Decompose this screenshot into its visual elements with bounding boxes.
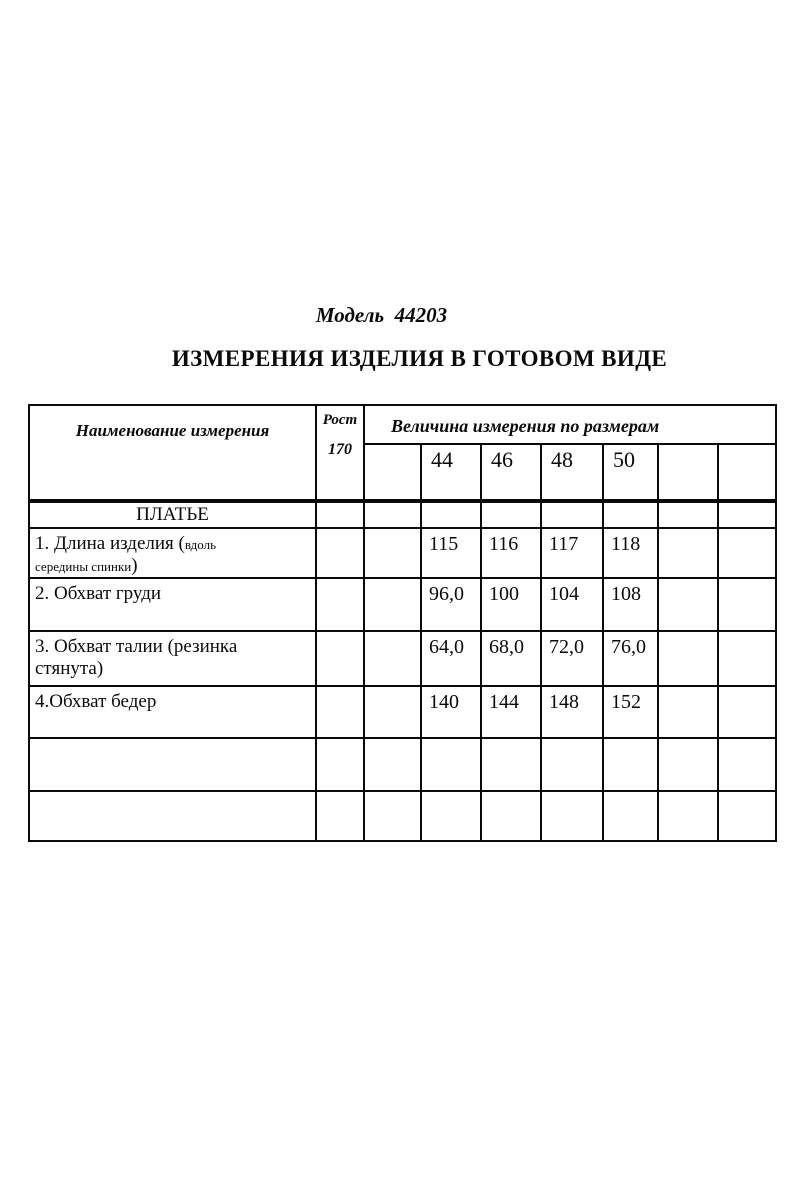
value-cell: 140 [421,686,481,738]
empty-value-cell [658,686,718,738]
empty-value-cell [718,686,776,738]
measurement-name-line [35,555,309,577]
model-label: Модель 44203 [315,303,448,327]
empty-cell [481,501,541,528]
empty-value-cell [658,631,718,686]
header-rost-cell [316,405,364,501]
value-cell: 108 [603,578,658,631]
empty-value-cell [364,686,421,738]
measurement-name-line [35,636,309,658]
page-title: ИЗМЕРЕНИЯ ИЗДЕЛИЯ В ГОТОВОМ ВИДЕ [171,346,668,371]
empty-value-cell [658,791,718,841]
value-cell: 116 [481,528,541,578]
measurement-label-text: 2. Обхват груди [35,582,162,604]
header-row-top [29,405,776,444]
header-sizes-span: Величина измерения по размерам [364,405,776,444]
empty-value-cell [364,578,421,631]
size-header-empty [364,444,421,501]
rost-value-cell [316,738,364,791]
size-header-empty [718,444,776,501]
empty-value-cell [364,631,421,686]
size-header-empty [658,444,718,501]
section-row [29,501,776,528]
empty-value-cell [541,738,603,791]
rost-value-cell [316,528,364,578]
measurement-name-cell [29,631,316,686]
value-cell: 117 [541,528,603,578]
header-name-column: Наименование измерения [29,405,316,501]
value-cell: 115 [421,528,481,578]
empty-cell [316,501,364,528]
measurement-row [29,528,776,578]
measurement-label-text: ) [131,554,138,576]
rost-value-cell [316,578,364,631]
empty-value-cell [481,791,541,841]
empty-cell [603,501,658,528]
value-cell: 118 [603,528,658,578]
measurement-label-text: стянута) [35,657,104,679]
empty-value-cell [421,791,481,841]
measurement-note-text: середины спинки [35,558,132,574]
empty-cell [541,501,603,528]
size-header-48: 48 [541,444,603,501]
measurement-label-text: 4.Обхват бедер [35,690,157,712]
rost-value-cell [316,686,364,738]
value-cell: 100 [481,578,541,631]
empty-value-cell [718,631,776,686]
empty-cell [364,501,421,528]
value-cell: 144 [481,686,541,738]
value-cell: 72,0 [541,631,603,686]
empty-value-cell [658,578,718,631]
measurement-label-text: 3. Обхват талии (резинка [35,635,238,657]
empty-value-cell [603,738,658,791]
empty-cell [421,501,481,528]
empty-value-cell [364,738,421,791]
size-header-50: 50 [603,444,658,501]
empty-value-cell [718,791,776,841]
value-cell: 64,0 [421,631,481,686]
section-label: ПЛАТЬЕ [29,501,316,528]
measurement-row [29,578,776,631]
measurement-name-line [35,583,309,605]
empty-cell [718,501,776,528]
empty-value-cell [718,578,776,631]
measurement-row [29,686,776,738]
rost-label: Рост [322,412,358,428]
size-header-44: 44 [421,444,481,501]
empty-value-cell [364,528,421,578]
measurement-name-cell [29,738,316,791]
measurement-label-text: 1. Длина изделия ( [35,533,185,554]
empty-value-cell [658,528,718,578]
value-cell: 152 [603,686,658,738]
value-cell: 96,0 [421,578,481,631]
measurement-name-line [35,691,309,713]
measurement-row [29,631,776,686]
measurement-note-text: вдоль [184,537,217,552]
empty-value-cell [603,791,658,841]
empty-cell [658,501,718,528]
rost-value: 170 [328,441,352,459]
value-cell: 76,0 [603,631,658,686]
value-cell: 68,0 [481,631,541,686]
empty-row [29,791,776,841]
value-cell: 148 [541,686,603,738]
empty-value-cell [718,528,776,578]
empty-value-cell [481,738,541,791]
empty-value-cell [421,738,481,791]
empty-value-cell [364,791,421,841]
value-cell: 104 [541,578,603,631]
empty-value-cell [541,791,603,841]
measurement-name-cell [29,578,316,631]
measurement-name-cell [29,686,316,738]
empty-row [29,738,776,791]
measurement-name-line [35,658,309,680]
measurement-name-cell [29,528,316,578]
rost-value-cell [316,631,364,686]
measurement-name-line [35,533,309,555]
measurements-table [28,404,777,842]
empty-value-cell [658,738,718,791]
size-header-46: 46 [481,444,541,501]
empty-value-cell [718,738,776,791]
rost-value-cell [316,791,364,841]
measurement-name-cell [29,791,316,841]
